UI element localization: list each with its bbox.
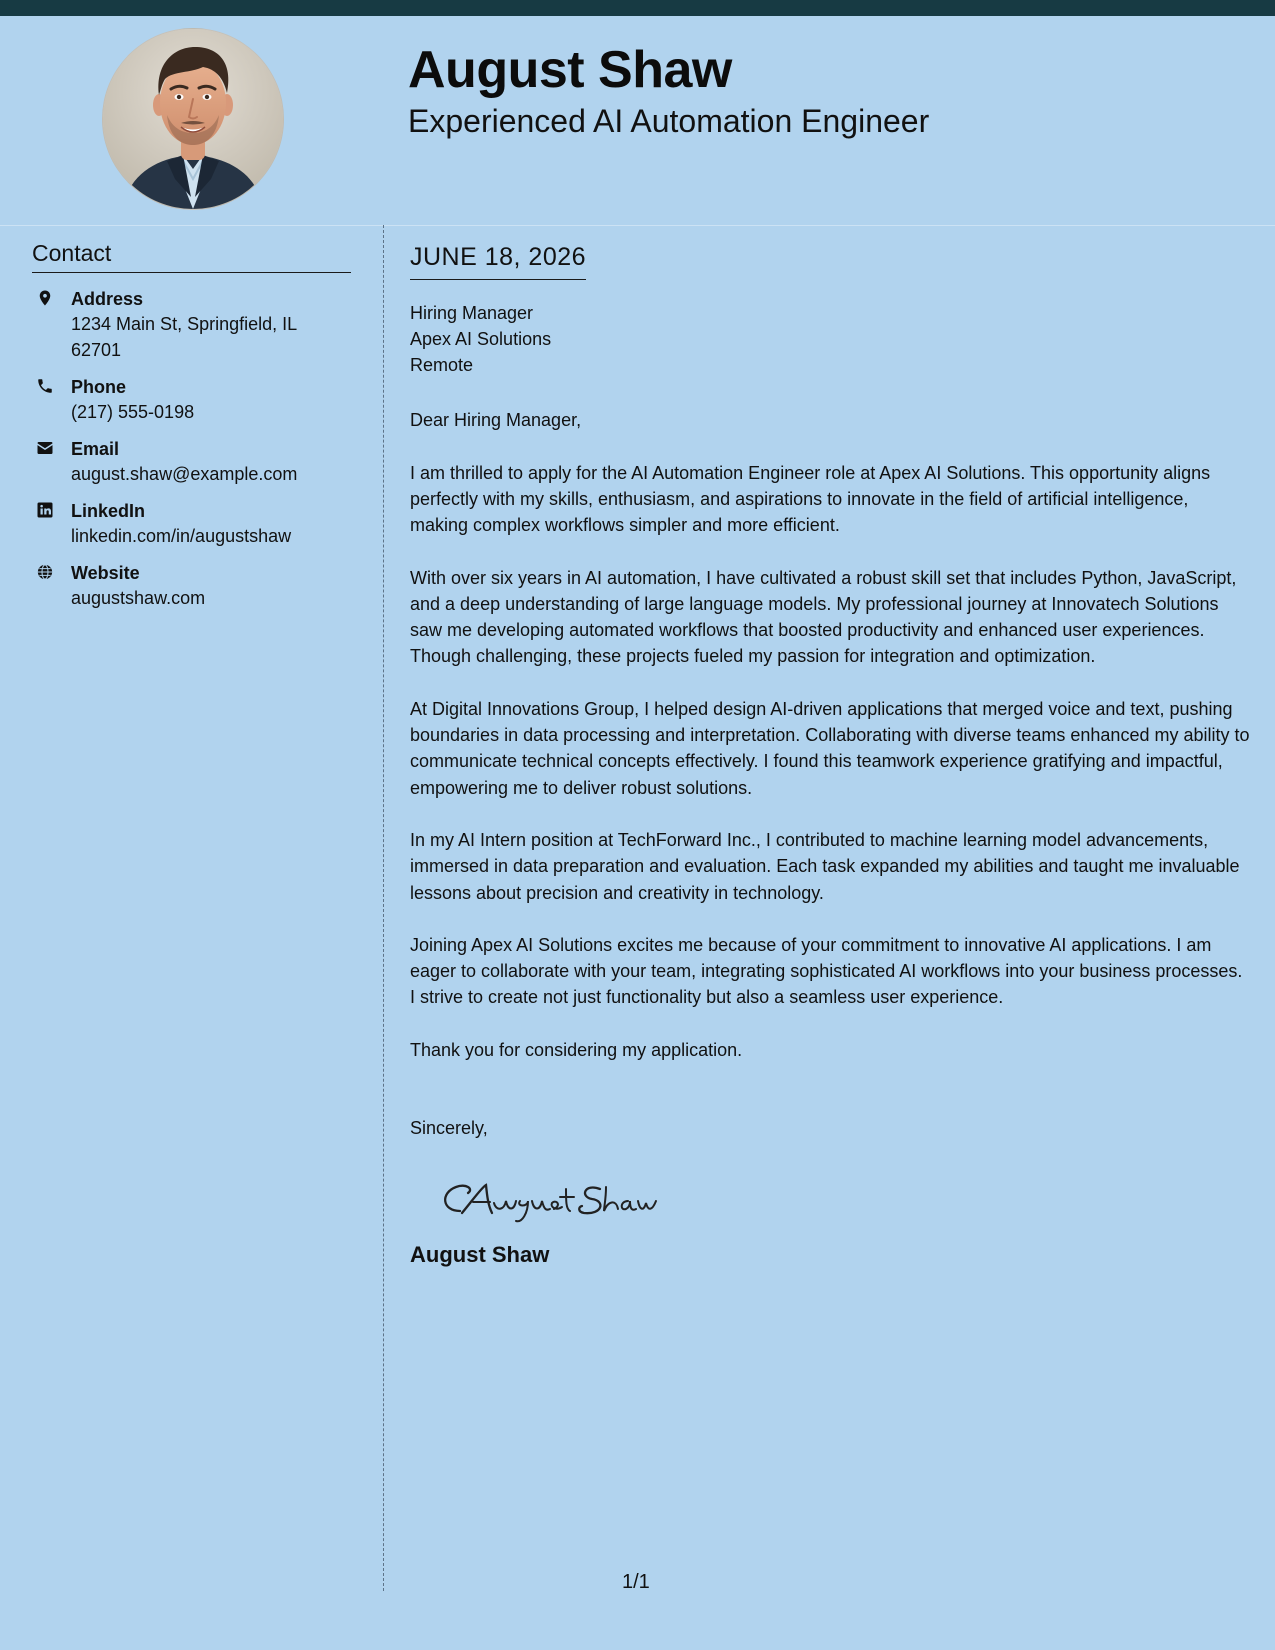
contact-item-website: [32, 561, 351, 611]
recipient-block: [410, 300, 1250, 379]
contact-sidebar: [32, 242, 351, 623]
person-portrait-icon: [103, 29, 283, 209]
contact-item-phone: [32, 375, 351, 425]
letter-paragraph: Thank you for considering my application.: [410, 1039, 743, 1060]
top-bar: [0, 0, 1275, 16]
phone-value: (217) 555-0198: [71, 402, 195, 422]
letter-paragraph: In my AI Intern position at TechForward Inc., I contributed to machine learning model advancements, immersed in data preparation and evaluation. Each task expanded my abilities and taught me invaluable lessons about precision and creativity in technology.: [410, 829, 1240, 903]
salutation: Dear Hiring Manager,: [410, 410, 582, 431]
letter-date: JUNE 18, 2026: [410, 244, 586, 280]
linkedin-icon: [36, 501, 54, 519]
candidate-title: Experienced AI Automation Engineer: [408, 103, 930, 139]
phone-icon: [36, 377, 54, 395]
recipient-line: Remote: [410, 355, 474, 376]
signer-name: August Shaw: [410, 1242, 550, 1268]
address-value: 1234 Main St, Springfield, IL 62701: [71, 314, 297, 360]
contact-list: [32, 287, 351, 611]
letter-paragraph: With over six years in AI automation, I have cultivated a robust skill set that includes Python, JavaScript, and a deep understanding of large language models. My professional journey at Innovatech Solutions saw me developing automated workflows that boosted productivity and enhanced user experiences. Though challenging, these projects fueled my passion for integration and optimization.: [410, 567, 1237, 667]
contact-item-address: [32, 287, 351, 363]
recipient-line: Apex AI Solutions: [410, 328, 552, 349]
envelope-icon: [36, 439, 54, 457]
map-pin-icon: [36, 289, 54, 307]
closing: Sincerely,: [410, 1118, 488, 1139]
email-value[interactable]: august.shaw@example.com: [71, 464, 298, 484]
letter-body: [410, 244, 1250, 1269]
letter-paragraph: Joining Apex AI Solutions excites me because of your commitment to innovative AI applications. I am eager to collaborate with your team, integrating sophisticated AI workflows into your business processes. I strive to create not just functionality but also a seamless user experience.: [410, 934, 1243, 1008]
contact-heading: Contact: [32, 242, 351, 273]
profile-photo: [102, 28, 284, 210]
header: [0, 16, 1275, 226]
address-label: Address: [71, 289, 144, 309]
email-label: Email: [71, 439, 120, 459]
page-number: 1/1: [622, 1571, 650, 1593]
linkedin-value[interactable]: linkedin.com/in/augustshaw: [71, 526, 292, 546]
handwritten-signature: [432, 1171, 662, 1226]
website-value[interactable]: augustshaw.com: [71, 588, 206, 608]
letter-paragraph: I am thrilled to apply for the AI Automation Engineer role at Apex AI Solutions. This opportunity aligns perfectly with my skills, enthusiasm, and aspirations to innovate in the field of artificial intelligence, making complex workflows simpler and more efficient.: [410, 462, 1211, 536]
globe-icon: [36, 563, 54, 581]
phone-label: Phone: [71, 377, 127, 397]
contact-item-linkedin: [32, 499, 351, 549]
candidate-name: August Shaw: [408, 41, 732, 99]
column-divider: [383, 225, 384, 1591]
website-label: Website: [71, 563, 140, 583]
contact-item-email: [32, 437, 351, 487]
letter-paragraph: At Digital Innovations Group, I helped design AI-driven applications that merged voice and text, pushing boundaries in data processing and interpretation. Collaborating with diverse teams enhanced my ability to communicate technical concepts effectively. I found this teamwork experience gratifying and impactful, empowering me to deliver robust solutions.: [410, 698, 1250, 798]
linkedin-label: LinkedIn: [71, 501, 146, 521]
recipient-line: Hiring Manager: [410, 302, 534, 323]
